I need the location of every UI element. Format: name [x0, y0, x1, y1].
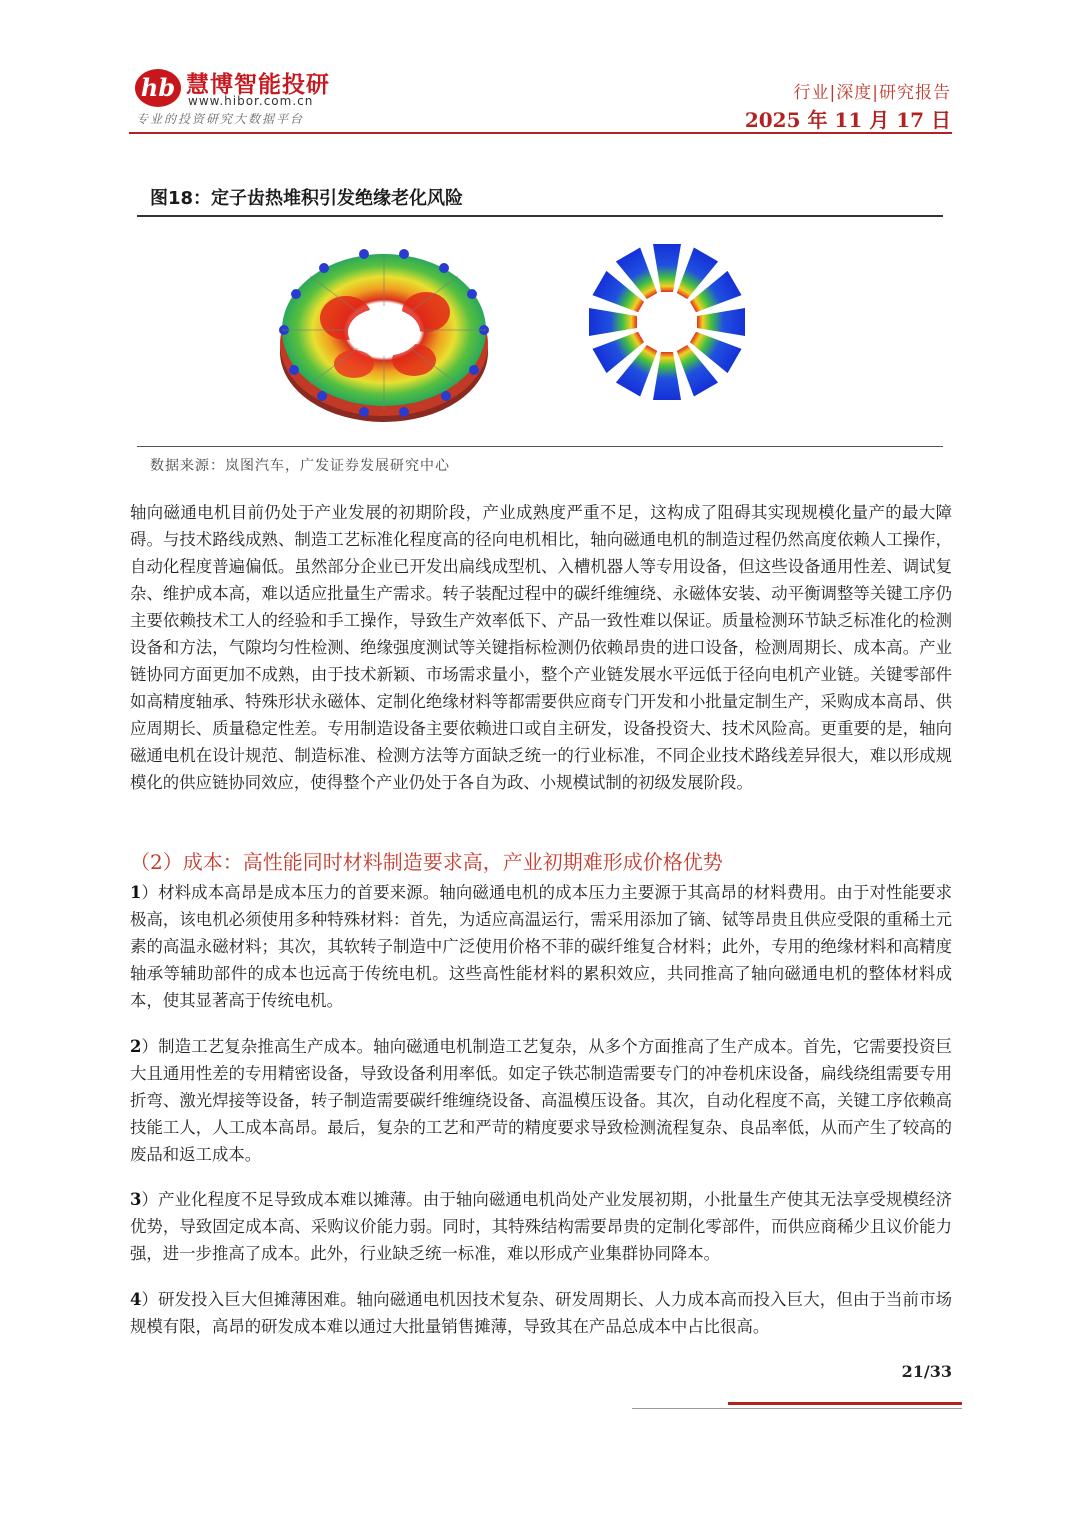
paragraph-material-cost	[130, 879, 952, 1014]
logo-slogan: 专业的投资研究大数据平台	[136, 112, 305, 126]
paragraph-industry-maturity: 轴向磁通电机目前仍处于产业发展的初期阶段，产业成熟度严重不足，这构成了阻碍其实现规模化量产的最大障碍。与技术路线成熟、制造工艺标准化程度高的径向电机相比，轴向磁通电机的制造过程仍然高度依赖人工操作，自动化程度普遍偏低。虽然部分企业已开发出扁线成型机、入槽机器人等专用设备，但这些设备通用性差、调试复杂、维护成本高，难以适应批量生产需求。转子装配过程中的碳纤维缠绕、永磁体安装、动平衡调整等关键工序仍主要依赖技术工人的经验和手工操作，导致生产效率低下、产品一致性难以保证。质量检测环节缺乏标准化的检测设备和方法，气隙均匀性检测、绝缘强度测试等关键指标检测仍依赖昂贵的进口设备，检测周期长、成本高。产业链协同方面更加不成熟，由于技术新颖、市场需求量小，整个产业链发展水平远低于径向电机产业链。关键零部件如高精度轴承、特殊形状永磁体、定制化绝缘材料等都需要供应商专门开发和小批量定制生产，采购成本高昂、供应周期长、质量稳定性差。专用制造设备主要依赖进口或自主研发，设备投资大、技术风险高。更重要的是，轴向磁通电机在设计规范、制造标准、检测方法等方面缺乏统一的行业标准，不同企业技术路线差异很大，难以形成规模化的供应链协同效应，使得整个产业仍处于各自为政、小规模试制的初级发展阶段。	[130, 503, 952, 792]
paragraph-text: ）制造工艺复杂推高生产成本。轴向磁通电机制造工艺复杂，从多个方面推高了生产成本。首先，它需要投资巨大且通用性差的专用精密设备，导致设备利用率低。如定子铁芯制造需要专门的冲卷机床设备，扁线绕组需要专用折弯、激光焊接等设备，转子制造需要碳纤维缠绕设备、高温模压设备。其次，自动化程度不高，关键工序依赖高技能工人，人工成本高昂。最后，复杂的工艺和严苛的精度要求导致检测流程复杂、良品率低，从而产生了较高的废品和返工成本。	[130, 1037, 952, 1164]
figure-title: 图18：定子齿热堆积引发绝缘老化风险	[150, 188, 464, 209]
page-number: 21/33	[901, 1362, 952, 1381]
report-date: 2025 年 11 月 17 日	[744, 108, 951, 132]
item-number: 2	[130, 1037, 142, 1056]
item-number: 1	[130, 883, 142, 902]
item-number: 3	[130, 1190, 142, 1209]
paragraph-rnd-cost	[130, 1286, 952, 1340]
paragraph-text: ）材料成本高昂是成本压力的首要来源。轴向磁通电机的成本压力主要源于其高昂的材料费用。由于对性能要求极高，该电机必须使用多种特殊材料：首先，为适应高温运行，需采用添加了镝、铽等昂贵且供应受限的重稀土元素的高温永磁材料；其次，其软转子制造中广泛使用价格不菲的碳纤维复合材料；此外，专用的绝缘材料和高精度轴承等辅助部件的成本也远高于传统电机。这些高性能材料的累积效应，共同推高了轴向磁通电机的整体材料成本，使其显著高于传统电机。	[130, 883, 952, 1010]
item-number: 4	[130, 1290, 142, 1309]
figure-bottom-rule	[137, 446, 943, 447]
paragraph-manufacturing-cost	[130, 1033, 952, 1168]
stator-thermal-simulation-image	[137, 222, 943, 442]
stator-disc	[279, 249, 489, 422]
figure-top-rule	[137, 215, 943, 217]
header-divider	[129, 132, 952, 134]
logo-url: www.hibor.com.cn	[188, 94, 314, 108]
stator-teeth-ring	[589, 244, 745, 400]
paragraph-text: ）研发投入巨大但摊薄困难。轴向磁通电机因技术复杂、研发周期长、人力成本高而投入巨大，但由于当前市场规模有限，高昂的研发成本难以通过大批量销售摊薄，导致其在产品总成本中占比很高。	[130, 1290, 952, 1336]
paragraph-text: ）产业化程度不足导致成本难以摊薄。由于轴向磁通电机尚处产业发展初期，小批量生产使其无法享受规模经济优势，导致固定成本高、采购议价能力弱。同时，其特殊结构需要昂贵的定制化零部件，而供应商稀少且议价能力强，进一步推高了成本。此外，行业缺乏统一标准，难以形成产业集群协同降本。	[130, 1190, 952, 1263]
section-heading-cost: （2）成本：高性能同时材料制造要求高，产业初期难形成价格优势	[130, 850, 723, 874]
footer-rule	[632, 1408, 962, 1409]
hibor-logo	[134, 66, 334, 128]
svg-text:hb: hb	[140, 73, 176, 102]
logo-brand-name: 慧博智能投研	[186, 72, 330, 98]
hibor-logo-icon	[134, 68, 182, 108]
footer-accent-rule	[728, 1402, 962, 1405]
paragraph-industrialization-cost	[130, 1186, 952, 1267]
report-type: 行业|深度|研究报告	[793, 83, 951, 103]
figure-source: 数据来源：岚图汽车，广发证券发展研究中心	[150, 458, 450, 474]
